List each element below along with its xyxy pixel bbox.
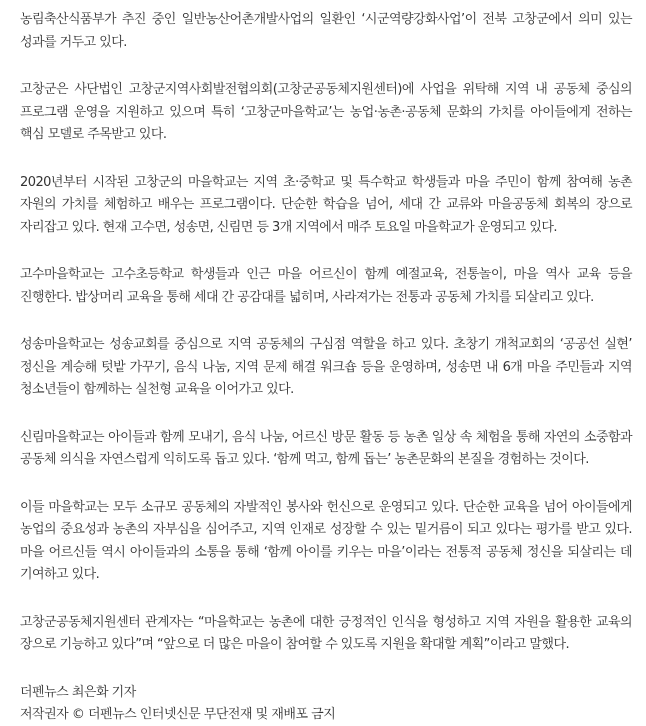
article-paragraph: 고창군은 사단법인 고창군지역사회발전협의회(고창군공동체지원센터)에 사업을 위탁해 지역 내 공동체 중심의 프로그램 운영을 지원하고 있으며 특히 ‘고창군마을학교’는 농업·농촌·공동체 문화의 가치를 아이들에게 전하는 핵심 모델로 주목받고 있다. <box>20 82 632 142</box>
article-paragraph: 농림축산식품부가 추진 중인 일반농산어촌개발사업의 일환인 ‘시군역량강화사업’이 전북 고창군에서 의미 있는 성과를 거두고 있다. <box>20 12 632 50</box>
article-paragraph: 이들 마을학교는 모두 소규모 공동체의 자발적인 봉사와 헌신으로 운영되고 있다. 단순한 교육을 넘어 아이들에게 농업의 중요성과 농촌의 자부심을 심어주고, 지역 인재로 성장할 수 있는 밑거름이 되고 있다는 평가를 받고 있다. 마을 어르신들 역시 아이들과의 소통을 통해 ‘함께 아이를 키우는 마을’이라는 전통적 공동체 정신을 되살리는 데 기여하고 있다. <box>20 499 632 582</box>
reporter-byline: 더펜뉴스 최은화 기자 <box>20 684 136 700</box>
article-paragraph: 고수마을학교는 고수초등학교 학생들과 인근 마을 어르신이 함께 예절교육, 전통놀이, 마을 역사 교육 등을 진행한다. 밥상머리 교육을 통해 세대 간 공감대를 넓히며, 사라져가는 전통과 공동체 가치를 되살리고 있다. <box>20 267 632 305</box>
article-paragraph: 고창군공동체지원센터 관계자는 “마을학교는 농촌에 대한 긍정적인 인식을 형성하고 지역 자원을 활용한 교육의 장으로 기능하고 있다”며 “앞으로 더 많은 마을이 참여할 수 있도록 지원을 확대할 계획”이라고 말했다. <box>20 614 632 652</box>
article-paragraph: 2020년부터 시작된 고창군의 마을학교는 지역 초·중학교 및 특수학교 학생들과 마을 주민이 함께 참여해 농촌 자원의 가치를 체험하고 배우는 프로그램이다. 단순한 학습을 넘어, 세대 간 교류와 마을공동체 회복의 장으로 자리잡고 있다. 현재 고수면, 성송면, 신림면 등 3개 지역에서 매주 토요일 마을학교가 운영되고 있다. <box>20 174 632 235</box>
article-paragraph: 신림마을학교는 아이들과 함께 모내기, 음식 나눔, 어르신 방문 활동 등 농촌 일상 속 체험을 통해 자연의 소중함과 공동체 의식을 자연스럽게 익히도록 돕고 있다. ‘함께 먹고, 함께 돕는’ 농촌문화의 본질을 경험하는 것이다. <box>20 429 632 467</box>
copyright-notice: 저작권자 © 더펜뉴스 인터넷신문 무단전재 및 재배포 금지 <box>20 706 336 722</box>
article-paragraph: 성송마을학교는 성송교회를 중심으로 지역 공동체의 구심점 역할을 하고 있다. 초창기 개척교회의 ‘공공선 실현’ 정신을 계승해 텃밭 가꾸기, 음식 나눔, 지역 문제 해결 워크숍 등을 운영하며, 성송면 내 6개 마을 주민들과 지역 청소년들이 함께하는 실천형 교육을 이어가고 있다. <box>20 337 632 397</box>
